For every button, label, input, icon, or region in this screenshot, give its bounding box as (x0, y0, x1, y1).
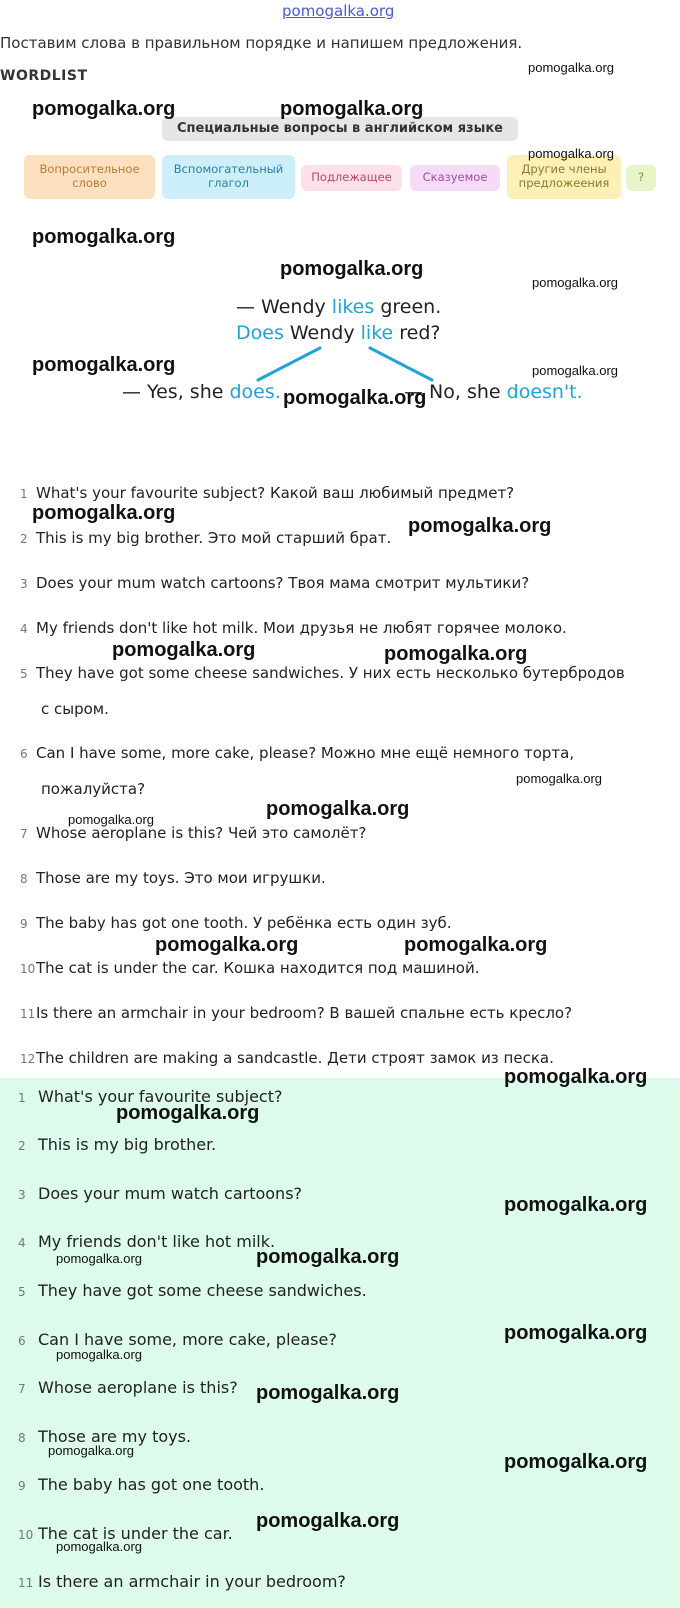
sentence-number: 11 (20, 1007, 36, 1021)
sentence-item (20, 914, 452, 932)
sentence-number: 7 (20, 827, 28, 841)
watermark: pomogalka.org (280, 98, 424, 120)
sentence-text: Those are my toys. Это мои игрушки. (36, 869, 326, 887)
watermark: pomogalka.org (504, 1451, 648, 1473)
sentence-item (20, 619, 567, 637)
example-question-aux: Does (236, 322, 284, 344)
watermark: pomogalka.org (48, 1443, 134, 1458)
sentence-text: What's your favourite subject? Какой ваш любимый предмет? (36, 484, 515, 502)
answer-text: This is my big brother. (38, 1135, 217, 1154)
sentence-number: 6 (20, 747, 28, 761)
wordlist-heading: WORDLIST (0, 68, 88, 84)
sentence-number: 2 (20, 532, 28, 546)
watermark: pomogalka.org (56, 1347, 142, 1362)
example-question-rest: red? (393, 322, 441, 344)
answer-number: 1 (18, 1091, 26, 1105)
watermark: pomogalka.org (280, 258, 424, 280)
sentence-number: 10 (20, 962, 36, 976)
chip-subject: Подлежащее (301, 165, 402, 191)
watermark: pomogalka.org (32, 502, 176, 524)
arrow-right (370, 348, 432, 380)
watermark: pomogalka.org (56, 1539, 142, 1554)
sentence-text: Is there an armchair in your bedroom? В вашей спальне есть кресло? (36, 1004, 573, 1022)
answer-text: Can I have some, more cake, please? (38, 1330, 337, 1349)
answer-number: 2 (18, 1139, 26, 1153)
answer-item (18, 1572, 346, 1591)
watermark: pomogalka.org (408, 515, 552, 537)
answer-item (18, 1232, 275, 1251)
sentence-number: 4 (20, 622, 28, 636)
sentence-item (20, 529, 391, 547)
watermark: pomogalka.org (112, 639, 256, 661)
sentence-item (20, 574, 529, 592)
watermark: pomogalka.org (32, 226, 176, 248)
answer-text: Is there an armchair in your bedroom? (38, 1572, 346, 1591)
watermark: pomogalka.org (504, 1194, 648, 1216)
watermark: pomogalka.org (532, 363, 618, 378)
arrow-left (258, 348, 320, 380)
answer-text: The baby has got one tooth. (38, 1475, 265, 1494)
watermark: pomogalka.org (384, 643, 528, 665)
watermark: pomogalka.org (266, 798, 410, 820)
watermark: pomogalka.org (516, 771, 602, 786)
answer-number: 10 (18, 1528, 34, 1542)
answer-text: Those are my toys. (38, 1427, 192, 1446)
sentence-number: 12 (20, 1052, 36, 1066)
sentence-number: 9 (20, 917, 28, 931)
watermark: pomogalka.org (256, 1510, 400, 1532)
site-link[interactable]: pomogalka.org (282, 2, 395, 20)
answer-text: Whose aeroplane is this? (38, 1378, 238, 1397)
answer-text: What's your favourite subject? (38, 1087, 283, 1106)
sentence-number: 3 (20, 577, 28, 591)
answer-text: Does your mum watch cartoons? (38, 1184, 303, 1203)
chip-predicate: Сказуемое (410, 165, 500, 191)
example-answer-yes-a: — Yes, she (122, 381, 230, 403)
watermark: pomogalka.org (404, 934, 548, 956)
answer-number: 3 (18, 1188, 26, 1202)
sentence-continuation: с сыром. (41, 700, 109, 718)
watermark: pomogalka.org (504, 1066, 648, 1088)
watermark: pomogalka.org (532, 275, 618, 290)
answer-number: 4 (18, 1236, 26, 1250)
example-statement-c: green. (374, 296, 442, 318)
diagram-title: Специальные вопросы в английском языке (162, 117, 518, 141)
answer-item (18, 1184, 302, 1203)
sentence-text: The baby has got one tooth. У ребёнка есть один зуб. (36, 914, 452, 932)
watermark: pomogalka.org (528, 146, 614, 161)
example-answer-yes-aux: does. (229, 381, 281, 403)
sentence-text: Does your mum watch cartoons? Твоя мама смотрит мультики? (36, 574, 530, 592)
watermark: pomogalka.org (528, 60, 614, 75)
answer-number: 7 (18, 1382, 26, 1396)
watermark: pomogalka.org (68, 812, 154, 827)
answer-number: 5 (18, 1285, 26, 1299)
sentence-text: The cat is under the car. Кошка находится под машиной. (36, 959, 480, 977)
answer-text: My friends don't like hot milk. (38, 1232, 276, 1251)
answer-text: They have got some cheese sandwiches. (38, 1281, 367, 1300)
sentence-text: Can I have some, more cake, please? Можно мне ещё немного торта, (36, 744, 575, 762)
sentence-item (20, 744, 574, 762)
watermark: pomogalka.org (283, 387, 427, 409)
sentence-number: 1 (20, 487, 28, 501)
chip-auxiliary-verb: Вспомогательный глагол (162, 155, 295, 199)
watermark: pomogalka.org (32, 98, 176, 120)
example-answer-no (404, 381, 583, 403)
sentence-text: My friends don't like hot milk. Мои друзья не любят горячее молоко. (36, 619, 567, 637)
answer-text: The cat is under the car. (38, 1524, 233, 1543)
watermark: pomogalka.org (116, 1102, 260, 1124)
sentence-item (20, 484, 514, 502)
example-answer-no-a: — No, she (404, 381, 507, 403)
watermark: pomogalka.org (256, 1382, 400, 1404)
watermark: pomogalka.org (155, 934, 299, 956)
sentence-text: The children are making a sandcastle. Дети строят замок из песка. (36, 1049, 554, 1067)
sentence-text: They have got some cheese sandwiches. У них есть несколько бутербродов (36, 664, 625, 682)
answer-number: 9 (18, 1479, 26, 1493)
answer-number: 8 (18, 1431, 26, 1445)
sentence-number: 5 (20, 667, 28, 681)
answer-item (18, 1281, 367, 1300)
example-answer-yes (122, 381, 281, 403)
watermark: pomogalka.org (56, 1251, 142, 1266)
chip-other-members: Другие члены предложеения (507, 155, 621, 199)
example-question-subject: Wendy (283, 322, 361, 344)
chip-question-word: Вопросительное слово (24, 155, 155, 199)
example-statement-a: — Wendy (236, 296, 332, 318)
sentence-item (20, 869, 326, 887)
sentence-item (20, 1049, 554, 1067)
watermark: pomogalka.org (256, 1246, 400, 1268)
answer-item (18, 1135, 216, 1154)
sentence-continuation: пожалуйста? (41, 780, 146, 798)
answer-item (18, 1475, 264, 1494)
example-statement-verb: likes (331, 296, 375, 318)
instruction-text: Поставим слова в правильном порядке и напишем предложения. (0, 34, 523, 52)
watermark: pomogalka.org (504, 1322, 648, 1344)
answer-item (18, 1378, 238, 1397)
chip-question-mark: ? (626, 165, 656, 191)
sentence-number: 8 (20, 872, 28, 886)
sentence-item (20, 959, 479, 977)
sentence-text: Whose aeroplane is this? Чей это самолёт? (36, 824, 367, 842)
example-answer-no-aux: doesn't. (506, 381, 583, 403)
answer-number: 6 (18, 1334, 26, 1348)
answer-number: 11 (18, 1576, 34, 1590)
sentence-item (20, 664, 625, 682)
sentence-text: This is my big brother. Это мой старший брат. (36, 529, 392, 547)
sentence-item (20, 1004, 572, 1022)
watermark: pomogalka.org (32, 354, 176, 376)
example-question-verb: like (360, 322, 394, 344)
